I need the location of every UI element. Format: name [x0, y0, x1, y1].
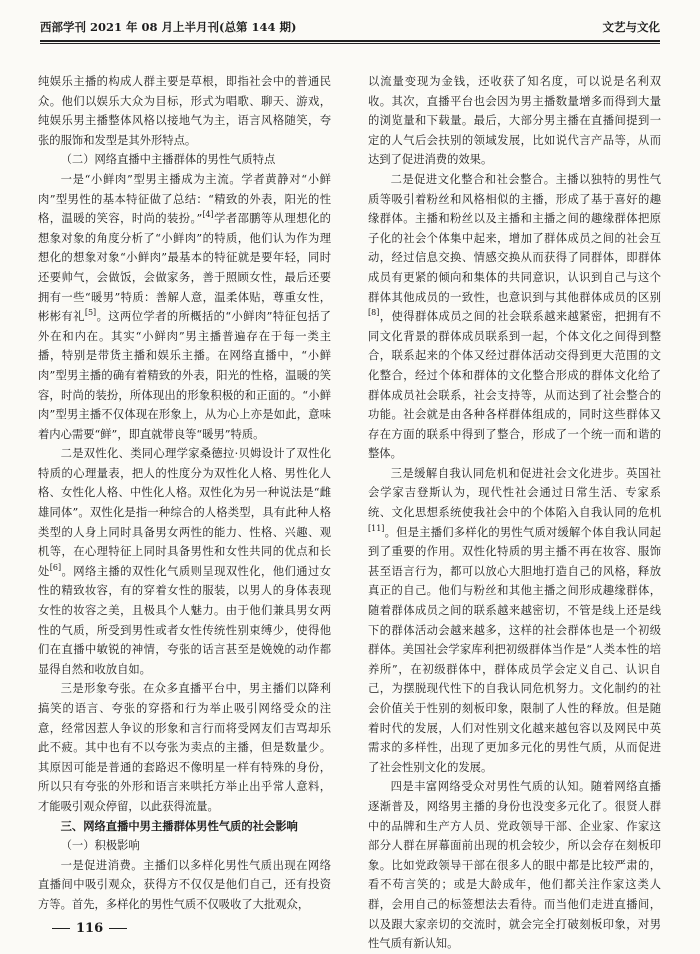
subsection-heading: （一）积极影响 — [60, 839, 140, 853]
paragraph: 四是丰富网络受众对男性气质的认知。随着网络直播逐渐普及，网络男主播的身份也没变多元化了。很贤人群中的品牌和生产方人员、党政领导干部、企业家、作家这部分人群在屏幕面前出现的机会较少，所以会存在刻板印象。比如党政领导干部在很多人的眼中都是比较严肃的，看不苟言笑的；或是大龄成年，他们都关注作家这类人群，会用自己的标签想法去看待。而当他们走进直播间，以及跟大家亲切的交流时，就会完全打破刻板印象，对男性气质有新认知。 — [368, 780, 661, 951]
paragraph: 纯娱乐主播的构成人群主要是草根，即指社会中的普通民众。他们以娱乐大众为目标，形式为唱歌、聊天、游戏，纯娱乐男主播整体风格以接地气为主，语言风格随笑，夸张的服饰和发型是其外形特点。 — [38, 75, 331, 147]
left-column — [38, 72, 331, 915]
paragraph-text: 二是双性化、类同心理学家桑德拉·贝姆设计了双性化特质的心理量表，把人的性度分为双性化人格、男性化人格、女性化人格、中性化人格。双性化为另一种说法是“雌雄同体”。双性化是指一种综合的人格类型，具有此种人格类型的人身上同时具备男女两性的能力、性格、兴趣、观机等，在心理特征上同时具备男性和女性共同的优点和长处 — [38, 447, 331, 578]
citation: [5] — [84, 308, 97, 318]
header-rule — [40, 40, 660, 42]
running-header — [40, 18, 660, 36]
section-title: 文艺与文化 — [602, 20, 660, 34]
paragraph-text: 二是促进文化整合和社会整合。主播以独特的男性气质等吸引着粉丝和风格相似的主播，形成了基于喜好的趣缘群体。主播和粉丝以及主播和主播之间的趣缘群体把原子化的社会个体集中起来，增加了群体成员之间的社会互动，经过信息交换、情感交换从而获得了同群体，即群体成员有更紧的倾向和集体的共同意识，认识到自己与这个群体其他成员的一致性，也意识到与其他群体成员的区别 — [368, 172, 661, 304]
paragraph-text: 。这两位学者的所概括的“小鲜肉”特征包括了外在和内在。其实“小鲜肉”男主播普遍存在于每一类主播，特别是带货主播和娱乐主播。在网络直播中，“小鲜肉”型男主播的确有着精致的外表，阳光的性格，温暖的笑容，时尚的装扮，所体现出的形象积极的和正面的。“小鲜肉”型男主播不仅体现在形象上，从为心上亦是如此，意味着内心需要“鲜”，即直就带良等“暖男”特质。 — [38, 310, 331, 441]
citation: [4] — [202, 210, 214, 220]
paragraph-text: ，使得群体成员之间的社会联系越来越紧密，把拥有不同文化背景的群体成员联系到一起，个体文化之间得到整合，联系起来的个体又经过群体活动交得到更大范围的文化整合，经过个体和群体的文化整合形成的群体文化给了群体成员社会联系，社会支持等，从而达到了社会整合的功能。社会就是由各种各样群体组成的，同时这些群体又存在方面的联系中得到了整合，形成了一个统一而和谐的整体。 — [368, 310, 661, 461]
paragraph — [38, 444, 331, 679]
paragraph — [38, 170, 331, 444]
right-column — [368, 72, 661, 954]
paragraph: 以流量变现为金钱，还收获了知名度，可以说是名利双收。其次，直播平台也会因为男主播数量增多而得到大量的浏览量和下载量。最后，大部分男主播在直播间提到一定的人气后会扶别的领域发展，比如说代言产品等，从而达到了促进消费的效果。 — [368, 75, 661, 167]
citation: [6] — [49, 563, 62, 573]
page-number: 116 — [76, 921, 104, 936]
subsection-heading: （二）网络直播中主播群体的男性气质特点 — [60, 153, 276, 167]
paragraph-text: 学者邵鹏等从理想化的想象对象的角度分析了“小鲜肉”的特质，他们认为作为理想化的想象对象“小鲜肉”最基本的特征就是要年轻，同时还要帅气，会做饭，会做家务，善于照顾女性，最后还要拥有一些“暖男”特质：善解人意，温柔体贴，尊重女性，彬彬有礼 — [38, 212, 331, 324]
paragraph-text: 。但是主播们多样化的男性气质对缓解个体自我认同起到了重要的作用。双性化特质的男主播不再在妆容、服饰甚至语言行为，都可以放心大胆地打造自己的风格，释放真正的自己。他们与粉丝和其他主播之间形成趣缘群体，随着群体成员之间的联系越来越密切，不管是线上还是线下的群体活动会越来越多，这样的社会群体也是一个初级群体。美国社会学家库利把初级群体当作是“人类本性的培养所”，在初级群体中，群体成员学会定义自己、认识自己，为摆脱现代性下的自我认同危机努力。文化制约的社会价值关于性别的刻板印象，限制了人性的释放。但是随着时代的发展，人们对性别文化越来越包容以及网民中英需求的多样性，出现了更加多元化的男性气质，从而促进了社会性别文化的发展。 — [368, 525, 661, 774]
paragraph: 三是形象夸张。在众多直播平台中，男主播们以降利搞笑的语言、夸张的穿搭和行为举止吸引网络受众的注意，经常因惹人争议的形象和言行而将受网友们吉骂却乐此不疲。其中也有不以夸张为卖点的主播，但是数量少。其原因可能是普通的套路迟不像明星一样有特殊的身份，所以只有夸张的外形和语言来哄托方举止出乎常人意料，才能吸引观众停留，以此获得流量。 — [38, 682, 331, 813]
citation: [11] — [368, 523, 385, 533]
citation: [8] — [368, 308, 380, 318]
journal-title: 西部学刊 2021 年 08 月上半月刊(总第 144 期) — [40, 20, 297, 34]
footer-dash — [109, 928, 127, 929]
paragraph-text: 三是缓解自我认同危机和促进社会文化进步。英国社会学家吉登斯认为，现代性社会通过日常生活、专家系统、文化思想系统使我社会中的个体陷入自我认同的危机 — [368, 466, 661, 520]
paragraph: 一是促进消费。主播们以多样化男性气质出现在网络直播间中吸引观众，获得方不仅仅是他们自己，还有投资方等。首先，多样化的男性气质不仅吸收了大批观众， — [38, 858, 331, 911]
paragraph — [368, 464, 661, 778]
header-rule-thin — [40, 43, 660, 44]
paragraph — [368, 170, 661, 464]
page-footer — [46, 921, 133, 936]
paragraph-text: 一是“小鲜肉”型男主播成为主流。学者黄静对“小鲜肉”型男性的基本特征做了总结：“精致的外表，阳光的性格，温暖的笑容，时尚的装扮。” — [38, 172, 331, 226]
footer-dash — [52, 928, 70, 929]
section-heading: 三、网络直播中男主播群体男性气质的社会影响 — [60, 818, 298, 833]
paragraph-text: 。网络主播的双性化气质则呈现双性化，他们通过女性的精致妆容，有的穿着女性的服装，以男人的身体表现女性的妆容之美，且极具个人魅力。由于他们兼具男女两性的气质，所受到男性或者女性传统性别束缚少，使得他们在直播中敏锐的神情，夸张的话言甚至是娩娩的动作都显得自然和收放自如。 — [38, 564, 331, 676]
